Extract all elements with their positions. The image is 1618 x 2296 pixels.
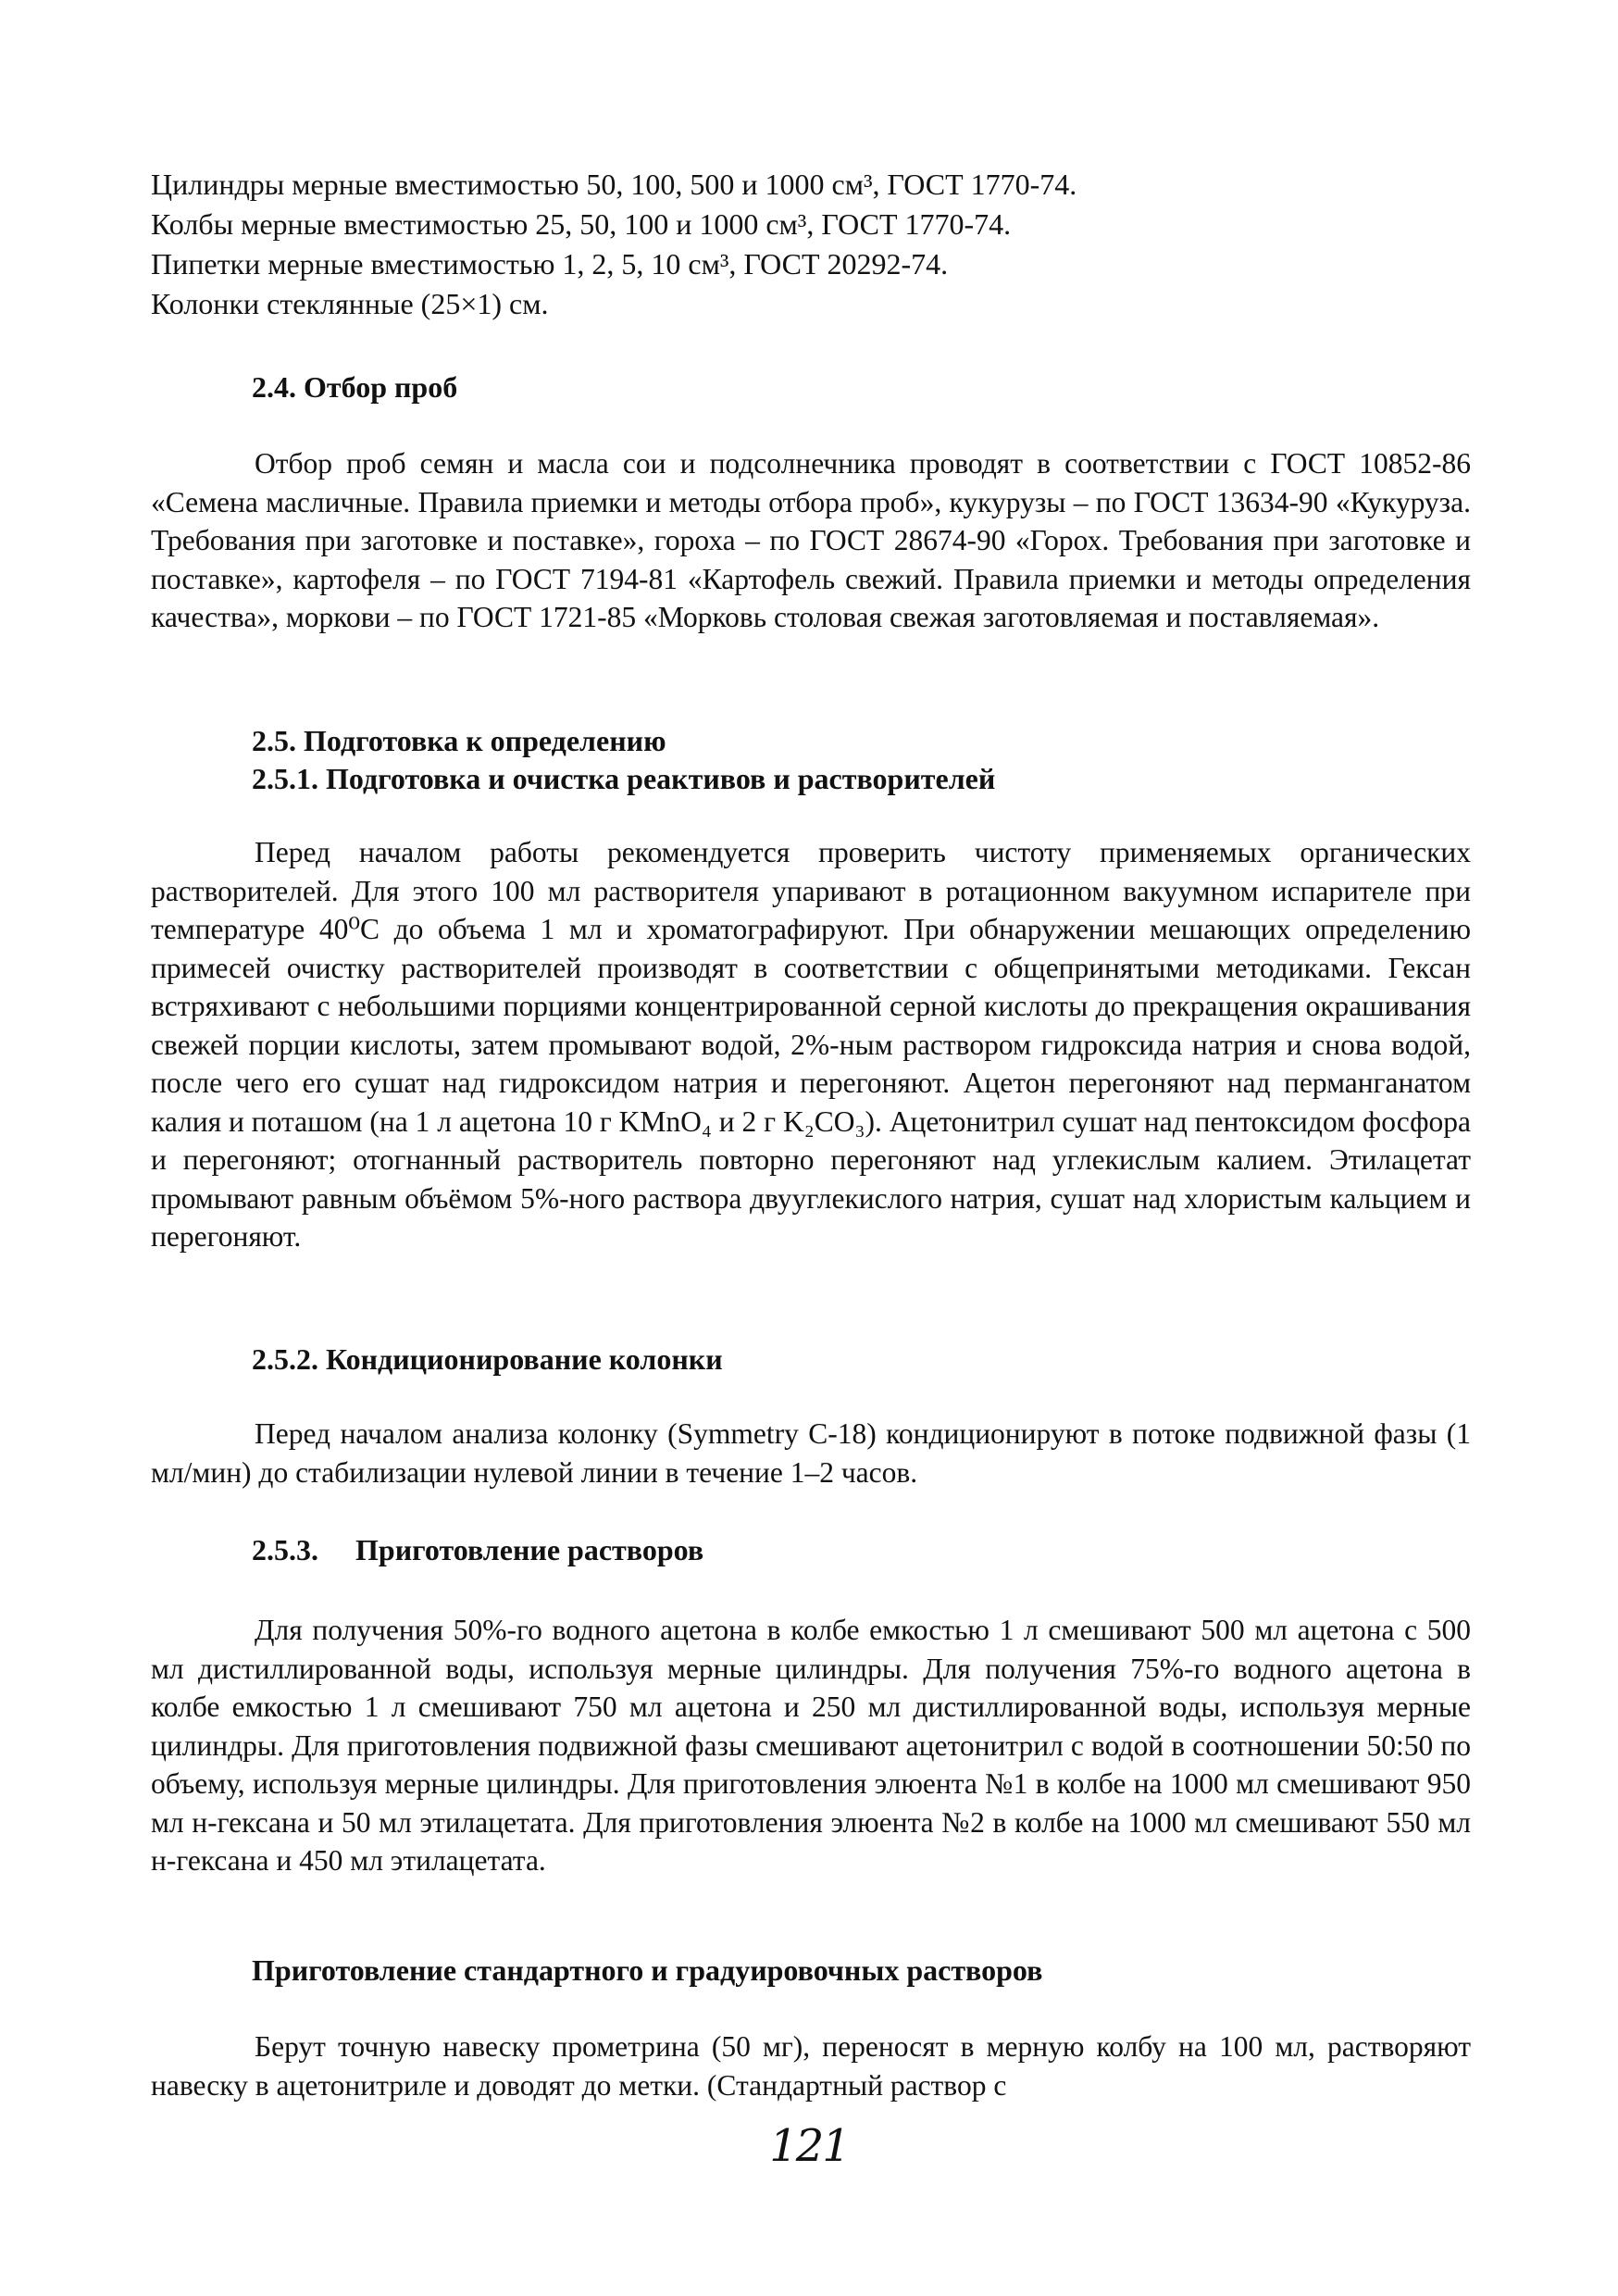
section-text-2-5-1: Перед началом работы рекомендуется проверить чистоту применяемых органических растворителей. Для этого 100 мл растворителя упаривают в ротационном вакуумном испарителе при температуре 40⁰С до объема 1 мл и хроматографируют. При обнаружении мешающих определению примесей очистку растворителей производят в соответствии с общепринятыми методиками. Гексан встряхивают с небольшими порциями концентрированной серной кислоты до прекращения окрашивания свежей порции кислоты, затем промывают водой, 2%-ным раствором гидроксида натрия и снова водой, после чего его сушат над гидроксидом натрия и перегоняют. Ацетон перегоняют над перманганатом калия и поташом (на 1 л ацетона 10 г KMnO₄ и 2 г K₂CO₃). Ацетонитрил сушат над пентоксидом фосфора и перегоняют; отогнанный растворитель повторно перегоняют над углекислым калием. Этилацетат промывают равным объёмом 5%-ного раствора двууглекислого натрия, сушат над хлористым кальцием и перегоняют. [151,836,1471,1253]
equipment-item-cylinders: Цилиндры мерные вместимостью 50, 100, 500 и 1000 см³, ГОСТ 1770-74. [151,168,1077,201]
section-heading-2-5-2: 2.5.2. Кондиционирование колонки [252,1342,723,1376]
section-text-standard-solutions: Берут точную навеску прометрина (50 мг), переносят в мерную колбу на 100 мл, растворяют навеску в ацетонитриле и доводят до метки. (Стандартный раствор с [151,2030,1471,2102]
equipment-item-columns: Колонки стеклянные (25×1) см. [151,287,549,320]
section-text-2-4: Отбор проб семян и масла сои и подсолнечника проводят в соответствии с ГОСТ 10852-86 «Семена масличные. Правила приемки и методы отбора проб», кукурузы – по ГОСТ 13634-90 «Кукуруза. Требования при заготовке и поставке», гороха – по ГОСТ 28674-90 «Горох. Требования при заготовке и поставке», картофеля – по ГОСТ 7194-81 «Картофель свежий. Правила приемки и методы определения качества», моркови – по ГОСТ 1721-85 «Морковь столовая свежая заготовляемая и поставляемая». [151,447,1471,633]
section-heading-standard-solutions: Приготовление стандартного и градуировочных растворов [252,1953,1043,1987]
section-heading-2-5-1: 2.5.1. Подготовка и очистка реактивов и растворителей [252,762,996,795]
page-number: 121 [769,2120,849,2172]
section-heading-2-4: 2.4. Отбор проб [252,370,458,404]
section-text-2-5-2: Перед началом анализа колонку (Symmetry C-18) кондиционируют в потоке подвижной фазы (1 мл/мин) до стабилизации нулевой линии в течение 1–2 часов. [151,1417,1471,1489]
equipment-item-pipettes: Пипетки мерные вместимостью 1, 2, 5, 10 см³, ГОСТ 20292-74. [151,247,949,281]
equipment-list [151,165,1465,324]
section-heading-2-5-3: 2.5.3. Приготовление растворов [252,1533,704,1566]
equipment-item-flasks: Колбы мерные вместимостью 25, 50, 100 и 1000 см³, ГОСТ 1770-74. [151,207,1012,241]
section-heading-2-5: 2.5. Подготовка к определению [252,724,666,757]
section-text-2-5-3: Для получения 50%-го водного ацетона в колбе емкостью 1 л смешивают 500 мл ацетона с 500 мл дистиллированной воды, используя мерные цилиндры. Для получения 75%-го водного ацетона в колбе емкостью 1 л смешивают 750 мл ацетона и 250 мл дистиллированной воды, используя мерные цилиндры. Для приготовления подвижной фазы смешивают ацетонитрил с водой в соотношении 50:50 по объему, используя мерные цилиндры. Для приготовления элюента №1 в колбе на 1000 мл смешивают 950 мл н-гексана и 50 мл этилацетата. Для приготовления элюента №2 в колбе на 1000 мл смешивают 550 мл н-гексана и 450 мл этилацетата. [151,1614,1471,1877]
